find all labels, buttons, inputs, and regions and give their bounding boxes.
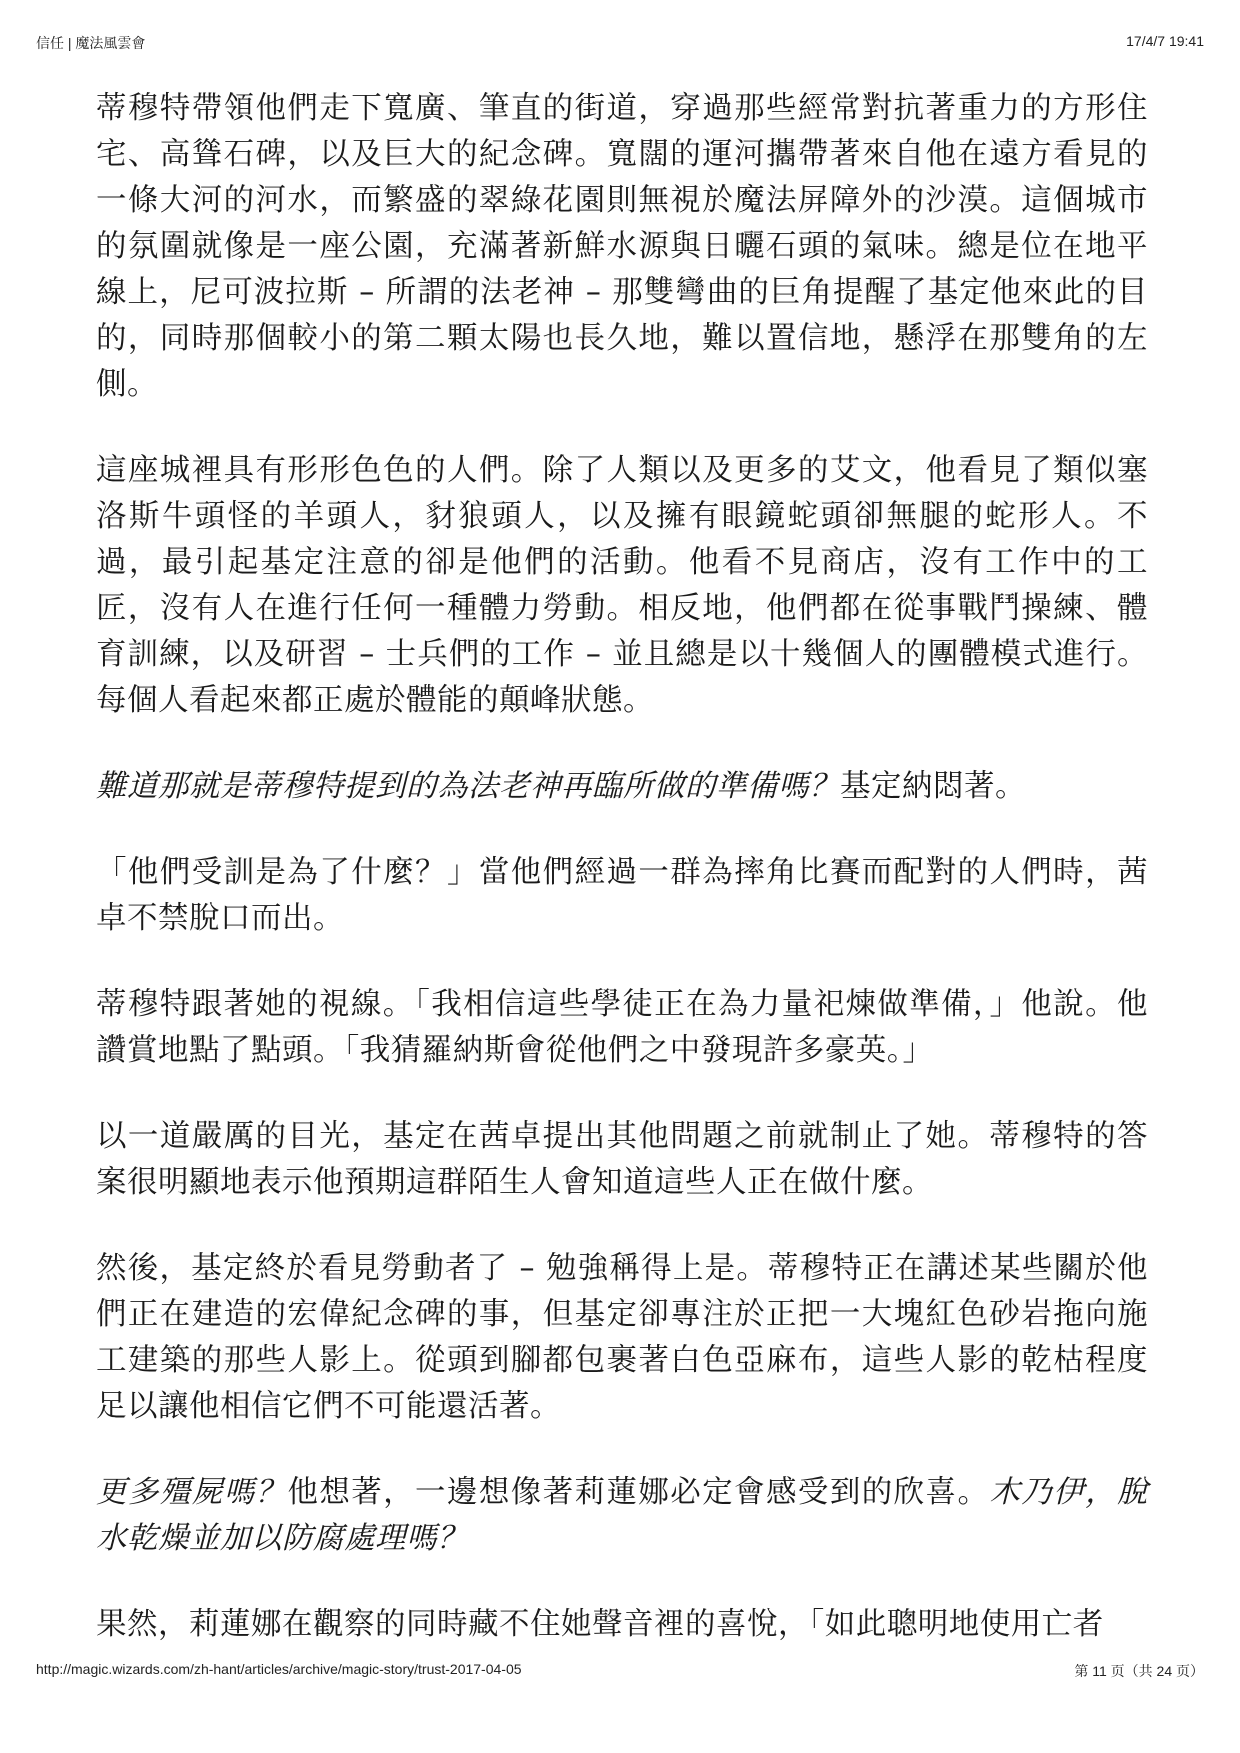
paragraph-3 [96, 764, 1148, 810]
header-datetime: 17/4/7 19:41 [1126, 33, 1204, 49]
paragraph-9 [96, 1602, 1148, 1648]
paragraph-3-italic: 難道那就是蒂穆特提到的為法老神再臨所做的準備嗎？ [96, 769, 840, 804]
paragraph-9-text: 果然，莉蓮娜在觀察的同時藏不住她聲音裡的喜悅，「如此聰明地使用亡者 [96, 1607, 1104, 1642]
footer-page-number: 第 11 页（共 24 页） [1074, 1663, 1204, 1679]
paragraph-2-text: 這座城裡具有形形色色的人們。除了人類以及更多的艾文，他看見了類似塞洛斯牛頭怪的羊頭人，豺狼頭人，以及擁有眼鏡蛇頭卻無腿的蛇形人。不過，最引起基定注意的卻是他們的活動。他看不見商店，沒有工作中的工匠，沒有人在進行任何一種體力勞動。相反地，他們都在從事戰鬥操練、體育訓練，以及研習 – 士兵們的工作 – 並且總是以十幾個人的團體模式進行。每個人看起來都正處於體能的顛峰狀態。 [96, 453, 1148, 718]
paragraph-4-text: 「他們受訓是為了什麼？」當他們經過一群為摔角比賽而配對的人們時，茜卓不禁脫口而出。 [96, 855, 1148, 936]
paragraph-8-text: 他想著，一邊想像著莉蓮娜必定會感受到的欣喜。 [287, 1475, 990, 1510]
paragraph-7-text: 然後，基定終於看見勞動者了 – 勉強稱得上是。蒂穆特正在講述某些關於他們正在建造的宏偉紀念碑的事，但基定卻專注於正把一大塊紅色砂岩拖向施工建築的那些人影上。從頭到腳都包裹著白色亞麻布，這些人影的乾枯程度足以讓他相信它們不可能還活著。 [96, 1251, 1148, 1424]
paragraph-8-italic: 更多殭屍嗎？ [96, 1475, 288, 1510]
paragraph-6-text: 以一道嚴厲的目光，基定在茜卓提出其他問題之前就制止了她。蒂穆特的答案很明顯地表示他預期這群陌生人會知道這些人正在做什麼。 [96, 1119, 1148, 1200]
paragraph-2 [96, 448, 1148, 724]
paragraph-4 [96, 850, 1148, 942]
paragraph-8-italic-2: 木乃伊，脫水乾燥並加以防腐處理嗎？ [96, 1475, 1148, 1556]
paragraph-1-text: 蒂穆特帶領他們走下寬廣、筆直的街道，穿過那些經常對抗著重力的方形住宅、高聳石碑，以及巨大的紀念碑。寬闊的運河攜帶著來自他在遠方看見的一條大河的河水，而繁盛的翠綠花園則無視於魔法屏障外的沙漠。這個城市的氛圍就像是一座公園，充滿著新鮮水源與日曬石頭的氣味。總是位在地平線上，尼可波拉斯 – 所謂的法老神 – 那雙彎曲的巨角提醒了基定他來此的目的，同時那個較小的第二顆太陽也長久地，難以置信地，懸浮在那雙角的左側。 [96, 91, 1148, 402]
paragraph-7 [96, 1246, 1148, 1430]
paragraph-8 [96, 1470, 1148, 1562]
paragraph-5-text: 蒂穆特跟著她的視線。「我相信這些學徒正在為力量祀煉做準備，」他說。他讚賞地點了點頭。「我猜羅納斯會從他們之中發現許多豪英。」 [96, 987, 1148, 1068]
paragraph-6 [96, 1114, 1148, 1206]
header-title: 信任 | 魔法風雲會 [36, 35, 146, 51]
paragraph-5 [96, 982, 1148, 1074]
footer-url: http://magic.wizards.com/zh-hant/articles/archive/magic-story/trust-2017-04-05 [36, 1661, 522, 1677]
paragraph-1 [96, 86, 1148, 408]
article-body [96, 86, 1148, 1648]
paragraph-3-text: 基定納悶著。 [840, 769, 1026, 804]
